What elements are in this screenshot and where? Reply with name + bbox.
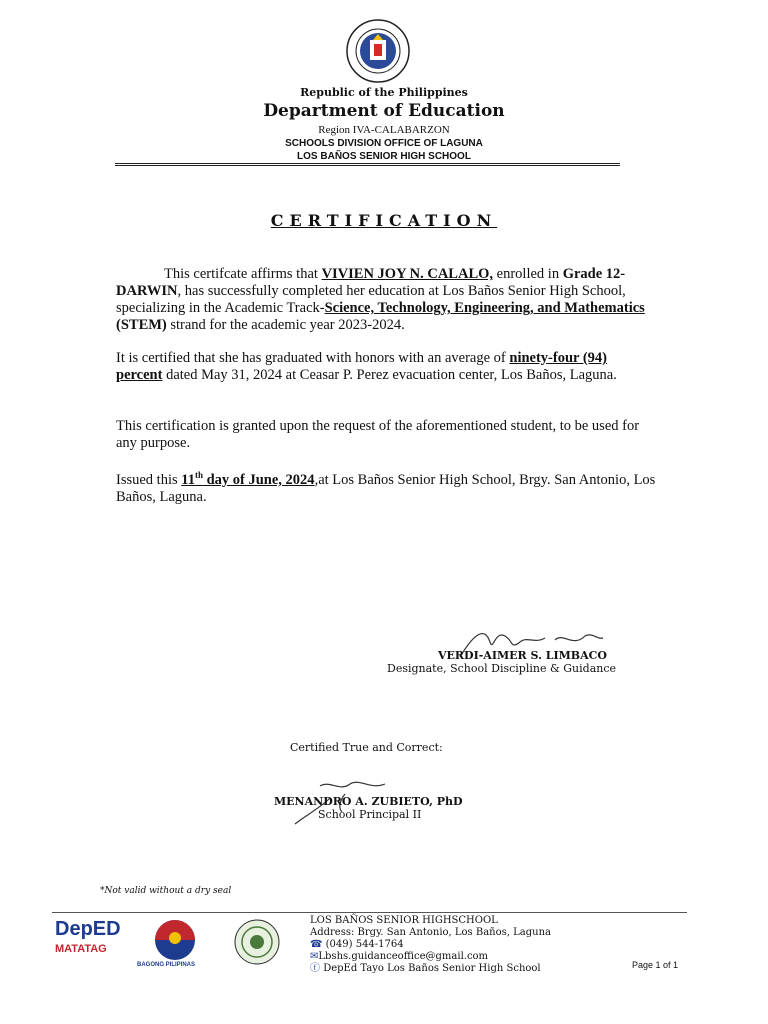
signatory-name: VERDI-AIMER S. LIMBACO — [438, 649, 607, 662]
paragraph-issued — [116, 467, 656, 506]
signatory-role: Designate, School Discipline & Guidance — [387, 662, 617, 675]
text: strand for the academic year 2023-2024. — [166, 317, 405, 333]
school-logo-icon — [228, 918, 286, 966]
header-rule-2 — [115, 165, 620, 166]
footer-facebook-row[interactable] — [310, 963, 551, 975]
region-line: Region IVA-CALABARZON — [318, 124, 450, 136]
footer-facebook[interactable]: DepEd Tayo Los Baños Senior High School — [323, 963, 541, 974]
bagong-pilipinas-label: BAGONG PILIPINAS — [137, 962, 196, 968]
dry-seal-notice: *Not valid without a dry seal — [100, 886, 232, 896]
header-rule — [115, 163, 620, 164]
school-line: LOS BAÑOS SENIOR HIGH SCHOOL — [297, 151, 471, 162]
phone-icon: ☎ — [310, 939, 326, 950]
strand-name: Science, Technology, Engineering, and Mathematics — [324, 300, 645, 316]
footer-school: LOS BAÑOS SENIOR HIGHSCHOOL — [310, 915, 498, 926]
student-name: VIVIEN JOY N. CALALO, — [321, 266, 494, 282]
paragraph-purpose: This certification is granted upon the request of the aforementioned student, to be used for any purpose. — [116, 418, 640, 451]
footer-phone: (049) 544-1764 — [325, 939, 404, 950]
footer-phone-row — [310, 939, 551, 951]
text: It is certified that she has graduated with honors with an average of — [116, 350, 510, 366]
text: enrolled in — [493, 266, 563, 282]
strand-abbr: (STEM) — [116, 317, 167, 333]
principal-role: School Principal II — [318, 808, 422, 821]
footer-rule — [52, 912, 687, 913]
principal-name: MENANDRO A. ZUBIETO, PhD — [274, 795, 463, 808]
deped-logo — [55, 918, 127, 955]
page-number: Page 1 of 1 — [632, 960, 679, 970]
deped-wordmark: DepED — [55, 918, 121, 940]
paragraph-enrollment — [116, 266, 656, 334]
text: Issued this — [116, 471, 182, 488]
text: , has successfully completed her education at Los Baños Senior High School, specializing in the Academic Track- — [116, 283, 626, 316]
issue-day: 11 — [181, 471, 195, 488]
text: dated May 31, 2024 at Ceasar P. Perez evacuation center, Los Baños, Laguna. — [162, 367, 617, 383]
issue-day-suffix: th — [194, 470, 203, 480]
issue-date — [181, 472, 314, 488]
text: ,at Los Baños Senior High School, Brgy. San Antonio, Los Baños, Laguna. — [116, 471, 656, 505]
certified-label: Certified True and Correct: — [290, 741, 443, 754]
footer-email-row[interactable] — [310, 951, 551, 963]
text: This certifcate affirms that — [164, 266, 322, 282]
department-name: Department of Education — [263, 101, 505, 121]
grade-section: Grade 12- DARWIN — [116, 266, 626, 299]
division-line: SCHOOLS DIVISION OFFICE OF LAGUNA — [285, 138, 483, 149]
footer-email[interactable]: Lbshs.guidanceoffice@gmail.com — [318, 951, 489, 962]
email-icon: ✉ — [310, 951, 319, 962]
deped-seal-icon — [345, 18, 411, 84]
footer-address: Address: Brgy. San Antonio, Los Baños, Laguna — [310, 927, 551, 938]
footer-contact — [310, 915, 551, 975]
issue-month-year: day of June, 2024 — [202, 471, 315, 488]
average-value: ninety-four (94) percent — [116, 350, 607, 383]
document-title: CERTIFICATION — [270, 211, 498, 230]
republic-line: Republic of the Philippines — [300, 86, 468, 99]
matatag-wordmark: MATATAG — [55, 943, 107, 955]
facebook-icon: ⓕ — [310, 963, 324, 974]
paragraph-honors — [116, 350, 656, 384]
